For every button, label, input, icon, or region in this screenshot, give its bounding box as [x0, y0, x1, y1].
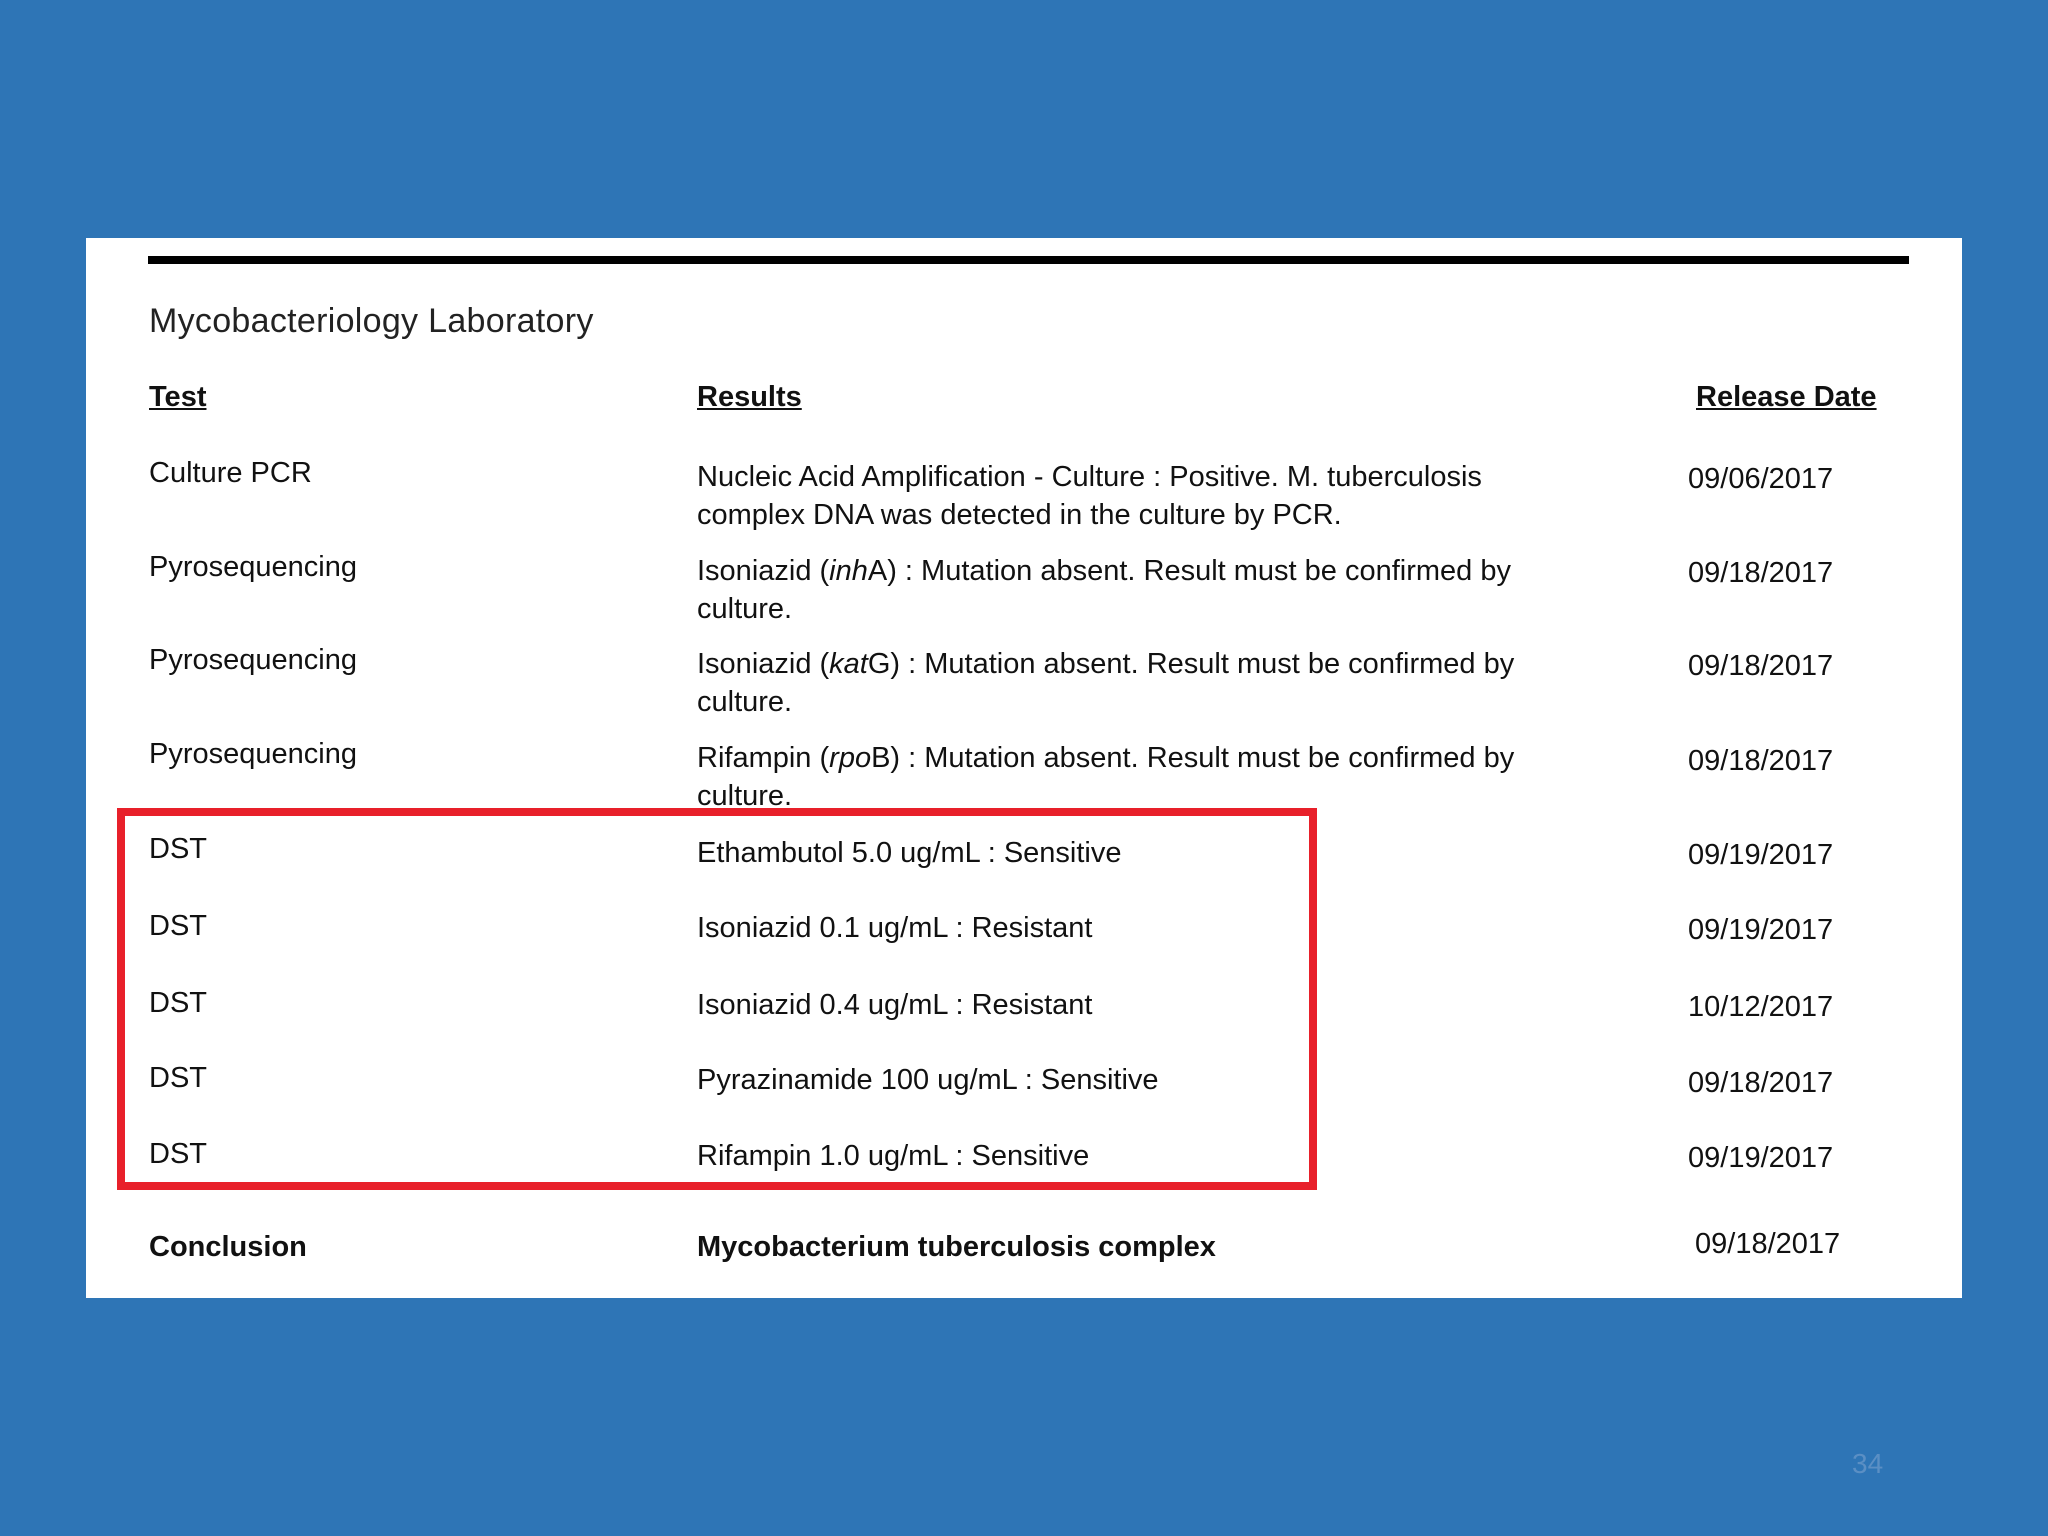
row-test: DST [149, 910, 207, 942]
gene-name: rpo [829, 742, 872, 774]
result-line: Rifampin (rpoB) : Mutation absent. Result must be confirmed by [697, 742, 1515, 774]
row-date: 09/18/2017 [1688, 745, 1834, 777]
row-result [697, 552, 1547, 628]
conclusion-date: 09/18/2017 [1695, 1228, 1841, 1260]
row-test: Pyrosequencing [149, 644, 357, 676]
conclusion-result: Mycobacterium tuberculosis complex [697, 1231, 1216, 1263]
row-result: Rifampin 1.0 ug/mL : Sensitive [697, 1140, 1090, 1172]
result-line: Nucleic Acid Amplification - Culture : Positive. M. tuberculosis [697, 461, 1482, 493]
row-result: Isoniazid 0.1 ug/mL : Resistant [697, 912, 1093, 944]
row-test: DST [149, 987, 207, 1019]
row-result [697, 458, 1547, 534]
row-date: 09/19/2017 [1688, 914, 1834, 946]
gene-name: inh [829, 555, 868, 587]
row-test: DST [149, 833, 207, 865]
row-date: 09/19/2017 [1688, 839, 1834, 871]
row-result: Isoniazid 0.4 ug/mL : Resistant [697, 989, 1093, 1021]
row-test: DST [149, 1062, 207, 1094]
row-date: 09/18/2017 [1688, 1067, 1834, 1099]
row-result: Ethambutol 5.0 ug/mL : Sensitive [697, 837, 1122, 869]
row-date: 09/18/2017 [1688, 650, 1834, 682]
row-result [697, 739, 1547, 811]
dst-highlight-box [117, 808, 1317, 1190]
result-line: Isoniazid (inhA) : Mutation absent. Result must be confirmed by [697, 555, 1512, 587]
row-result: Pyrazinamide 100 ug/mL : Sensitive [697, 1064, 1159, 1096]
result-line: complex DNA was detected in the culture by PCR. [697, 499, 1342, 531]
header-release-date: Release Date [1696, 381, 1877, 413]
result-line: Isoniazid (katG) : Mutation absent. Result must be confirmed by [697, 648, 1515, 680]
result-line: culture. [697, 593, 793, 625]
row-test: Pyrosequencing [149, 738, 357, 770]
slide-number: 34 [1852, 1448, 1884, 1479]
header-results: Results [697, 381, 802, 413]
result-line: culture. [697, 686, 793, 718]
row-date: 09/06/2017 [1688, 463, 1834, 495]
row-test: DST [149, 1138, 207, 1170]
lab-title: Mycobacteriology Laboratory [149, 302, 594, 340]
conclusion-label: Conclusion [149, 1231, 307, 1263]
row-date: 10/12/2017 [1688, 991, 1834, 1023]
row-result [697, 645, 1547, 721]
gene-name: kat [829, 648, 868, 680]
report-top-rule [148, 256, 1909, 264]
row-date: 09/19/2017 [1688, 1142, 1834, 1174]
lab-report [86, 238, 1962, 1298]
row-test: Culture PCR [149, 457, 312, 489]
row-test: Pyrosequencing [149, 551, 357, 583]
result-line: culture. [697, 780, 793, 811]
header-test: Test [149, 381, 207, 413]
row-date: 09/18/2017 [1688, 557, 1834, 589]
